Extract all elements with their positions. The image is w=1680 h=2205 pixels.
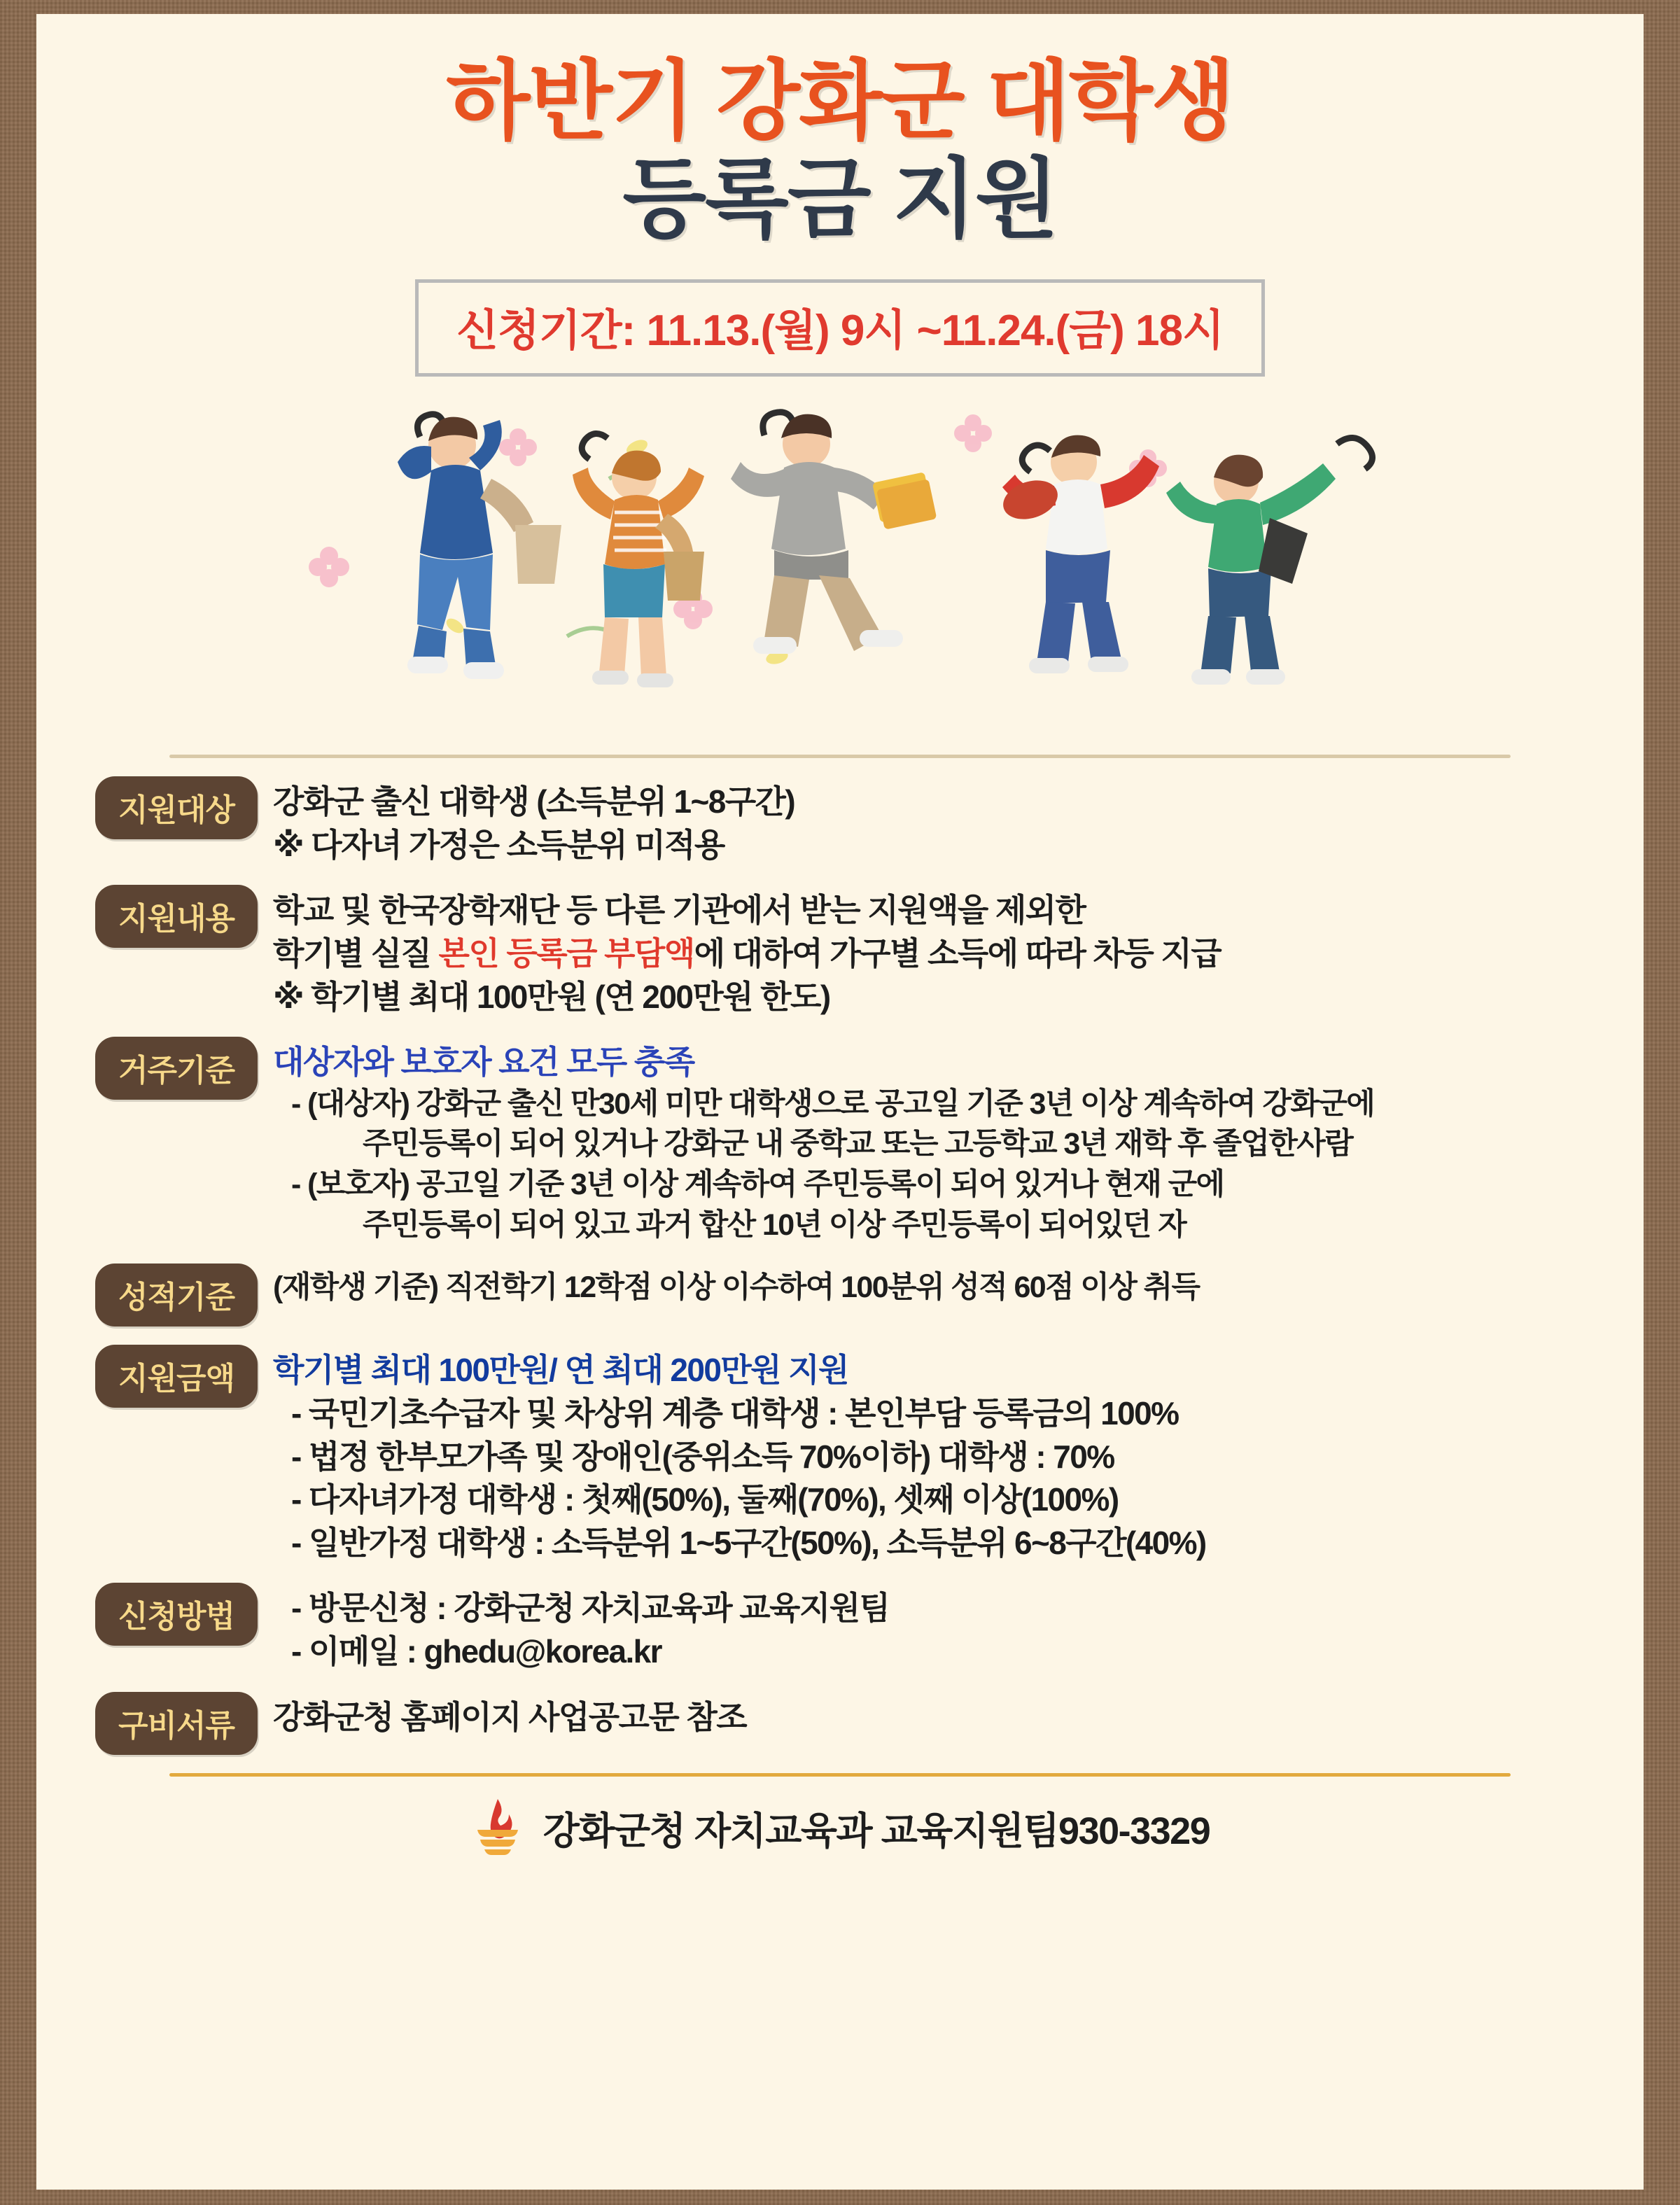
footer-contact-text: 강화군청 자치교육과 교육지원팀930-3329 [542,1809,1210,1852]
content-sections [78,776,1602,1755]
section-divider-bottom [169,1773,1511,1777]
page-title-line2: 등록금 지원 [622,151,1058,248]
text-line: - (대상자) 강화군 출신 만30세 미만 대학생으로 공고일 기준 3년 이상 계속하여 강화군에 [291,1086,1375,1121]
section-tag-application-method: 신청방법 [95,1583,258,1646]
text-line: 학교 및 한국장학재단 등 다른 기관에서 받는 지원액을 제외한 [273,892,1086,929]
poster-canvas [36,14,1644,2190]
ganghwa-county-emblem-icon [470,1796,525,1860]
text-line: 강화군청 홈페이지 사업공고문 참조 [273,1698,747,1735]
section-body-grade-criteria [273,1264,1602,1308]
section-residency-criteria [78,1037,1602,1245]
text-line: ※ 학기별 최대 100만원 (연 200만원 한도) [273,978,830,1015]
email-line: - 이메일 : ghedu@korea.kr [291,1633,662,1670]
text-line: - 다자녀가정 대학생 : 첫째(50%), 둘째(70%), 셋째 이상(100%) [291,1481,1119,1518]
application-period-wrap [78,279,1602,377]
highlight-own-tuition: 본인 등록금 부담액 [438,934,694,972]
student-figure-2 [573,434,704,688]
jumping-students-graphic [245,395,1435,745]
application-period-badge: 신청기간: 11.13.(월) 9시 ~11.24.(금) 18시 [415,279,1265,377]
section-support-target [78,776,1602,867]
section-tag-required-documents: 구비서류 [95,1692,258,1755]
section-tag-grade-criteria: 성적기준 [95,1264,258,1326]
section-application-method [78,1583,1602,1673]
page-title-line1: 하반기 강화군 대학생 [446,53,1234,150]
title-block [78,14,1602,248]
text-line: 학기별 최대 100만원/ 연 최대 200만원 지원 [273,1352,848,1389]
text-line: - (보호자) 공고일 기준 3년 이상 계속하여 주민등록이 되어 있거나 현재 군에 [291,1168,1224,1202]
section-body-support-target [273,776,1602,867]
text-line: 주민등록이 되어 있고 과거 합산 10년 이상 주민등록이 되어있던 자 [363,1208,1186,1242]
text-line: (재학생 기준) 직전학기 12학점 이상 이수하여 100분위 성적 60점 이상 취득 [273,1270,1200,1305]
section-divider-top [169,755,1511,758]
students-illustration [78,395,1602,745]
text-line: - 국민기초수급자 및 차상위 계층 대학생 : 본인부담 등록금의 100% [291,1394,1179,1432]
section-tag-support-target: 지원대상 [95,776,258,839]
text-line: - 방문신청 : 강화군청 자치교육과 교육지원팀 [291,1590,890,1627]
text-line: 강화군 출신 대학생 (소득분위 1~8구간) [273,783,795,820]
text-line: - 법정 한부모가족 및 장애인(중위소득 70%이하) 대학생 : 70% [291,1438,1114,1475]
section-grade-criteria [78,1264,1602,1326]
section-body-required-documents [273,1692,1602,1740]
student-figure-4 [998,435,1159,673]
student-figure-5 [1166,438,1373,685]
student-figure-1 [398,414,561,679]
section-tag-support-content: 지원내용 [95,885,258,948]
section-support-amount [78,1345,1602,1564]
student-figure-3 [731,412,937,654]
section-body-support-amount [273,1345,1602,1564]
section-support-content [78,885,1602,1018]
section-tag-support-amount: 지원금액 [95,1345,258,1408]
text-fragment: 학기별 실질 [273,934,439,972]
text-line: 대상자와 보호자 요건 모두 충족 [273,1044,694,1081]
section-tag-residency-criteria: 거주기준 [95,1037,258,1100]
text-line: - 일반가정 대학생 : 소득분위 1~5구간(50%), 소득분위 6~8구간(40%) [291,1524,1206,1561]
section-body-residency-criteria [273,1037,1602,1245]
section-body-support-content [273,885,1602,1018]
text-line: ※ 다자녀 가정은 소득분위 미적용 [273,826,724,863]
text-fragment: 에 대하여 가구별 소득에 따라 차등 지급 [694,934,1222,972]
section-required-documents [78,1692,1602,1755]
section-body-application-method [273,1583,1602,1673]
footer [78,1796,1602,1860]
text-line-highlighted [273,932,1602,976]
text-line: 주민등록이 되어 있거나 강화군 내 중학교 또는 고등학교 3년 재학 후 졸업한사람 [363,1127,1353,1161]
